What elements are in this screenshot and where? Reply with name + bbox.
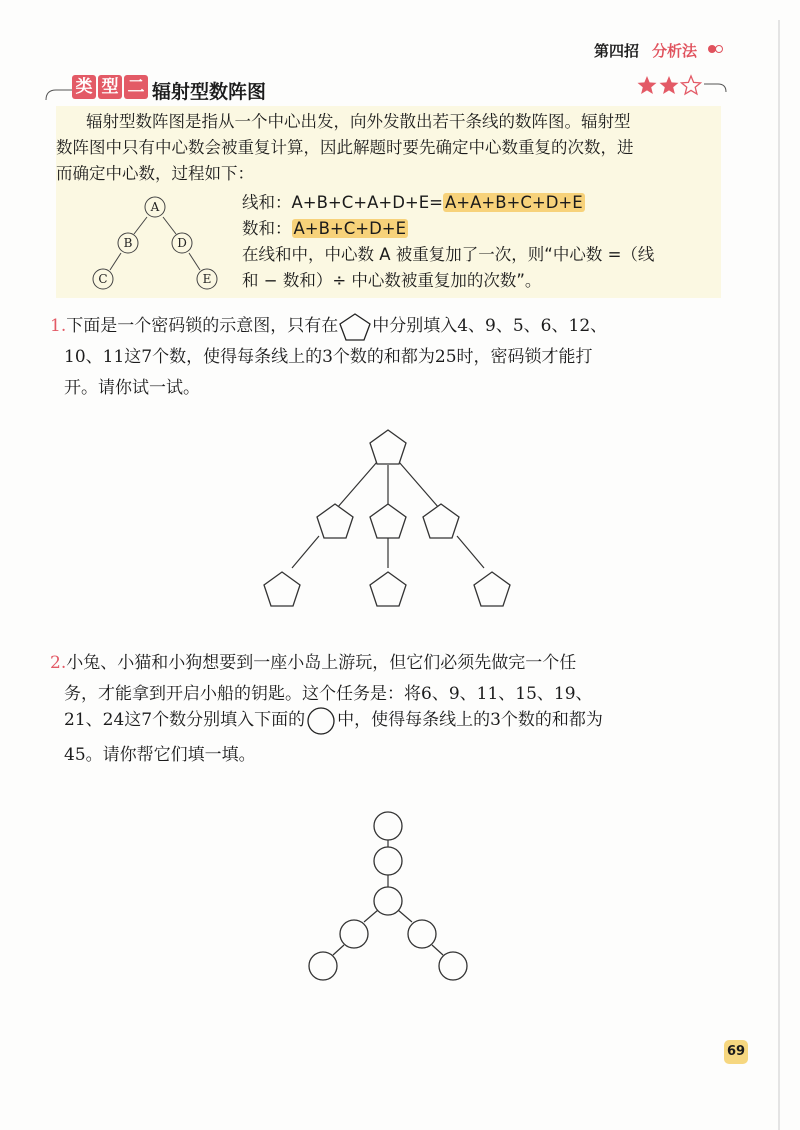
- circle-icon: [305, 706, 337, 736]
- bracket-left-icon: [44, 82, 74, 102]
- type-tag-3: 二: [124, 75, 148, 99]
- problem2-text-3a: 21、24这7个数分别填入下面的: [64, 710, 306, 730]
- circle-bottom-right: [439, 952, 467, 980]
- problem1-number: 1.: [50, 316, 67, 336]
- circle-center: [374, 887, 402, 915]
- pentagon-mid-right: [423, 504, 459, 538]
- line-sum-label: 线和：A+B+C+A+D+E=: [242, 193, 443, 212]
- page-edge: [778, 20, 780, 1130]
- lock-diagram: [250, 420, 540, 620]
- problem2-line-1: [50, 648, 576, 679]
- header-ring-icon: [715, 45, 723, 53]
- intro-line-3: 而确定中心数，过程如下：: [56, 164, 254, 183]
- chapter-label: 第四招: [594, 42, 640, 60]
- method-label: 分析法: [652, 42, 698, 60]
- problem1-text-b: 中分别填入4、9、5、6、12、: [372, 316, 608, 336]
- section-title: 辐射型数阵图: [152, 81, 267, 103]
- star-outline-icon: [682, 76, 701, 94]
- intro-line-1: 辐射型数阵图是指从一个中心出发，向外发散出若干条线的数阵图。辐射型: [86, 112, 631, 131]
- intro-line-2: 数阵图中只有中心数会被重复计算，因此解题时要先确定中心数重复的次数，进: [56, 138, 634, 157]
- pentagon-bottom-left: [264, 572, 300, 606]
- problem1-line-3: 开。请你试一试。: [64, 378, 200, 398]
- pentagon-center: [370, 430, 406, 464]
- pentagon-bottom-center: [370, 572, 406, 606]
- problem2-line-3: [64, 705, 603, 736]
- explain-line-2: 和 − 数和）÷ 中心数被重复加的次数”。: [242, 271, 542, 290]
- island-diagram: [300, 800, 480, 990]
- circle-mid-left: [340, 920, 368, 948]
- example-diagram: [86, 190, 236, 300]
- problem2-line-4: 45。请你帮它们填一填。: [64, 745, 256, 765]
- num-sum-label: 数和：: [242, 219, 292, 238]
- problem1-line-1: [50, 311, 607, 342]
- line-sum: [242, 190, 585, 216]
- type-tag-1: 类: [72, 75, 96, 99]
- circle-bottom-left: [309, 952, 337, 980]
- circle-upper: [374, 847, 402, 875]
- node-label-d: D: [177, 236, 187, 250]
- type-tag-2: 型: [98, 75, 122, 99]
- star-filled-icon: [638, 76, 657, 94]
- node-label-c: C: [98, 272, 108, 286]
- circle-mid-right: [408, 920, 436, 948]
- problem2-text-1: 小兔、小猫和小狗想要到一座小岛上游玩，但它们必须先做完一个任: [66, 653, 577, 673]
- node-label-e: E: [202, 272, 212, 286]
- circle-top: [374, 812, 402, 840]
- pentagon-bottom-right: [474, 572, 510, 606]
- pentagon-icon: [338, 312, 372, 342]
- problem2-line-2: 务，才能拿到开启小船的钥匙。这个任务是：将6、9、11、15、19、: [64, 684, 593, 704]
- node-label-b: B: [123, 236, 133, 250]
- difficulty-stars: [636, 74, 728, 98]
- problem1-line-2: 10、11这7个数，使得每条线上的3个数的和都为25时，密码锁才能打: [64, 347, 593, 367]
- problem1-text-a: 下面是一个密码锁的示意图，只有在: [66, 316, 339, 336]
- problem2-number: 2.: [50, 653, 67, 673]
- num-sum: [242, 216, 408, 242]
- star-filled-icon: [660, 76, 679, 94]
- pentagon-mid-center: [370, 504, 406, 538]
- explain-line-1: 在线和中，中心数 A 被重复加了一次，则“中心数 =（线: [242, 245, 655, 264]
- problem2-text-3b: 中，使得每条线上的3个数的和都为: [337, 710, 603, 730]
- pentagon-mid-left: [317, 504, 353, 538]
- page-number: 69: [724, 1040, 748, 1064]
- num-sum-highlight: A+B+C+D+E: [293, 219, 407, 238]
- node-label-a: A: [150, 200, 160, 214]
- line-sum-highlight: A+A+B+C+D+E: [445, 193, 583, 212]
